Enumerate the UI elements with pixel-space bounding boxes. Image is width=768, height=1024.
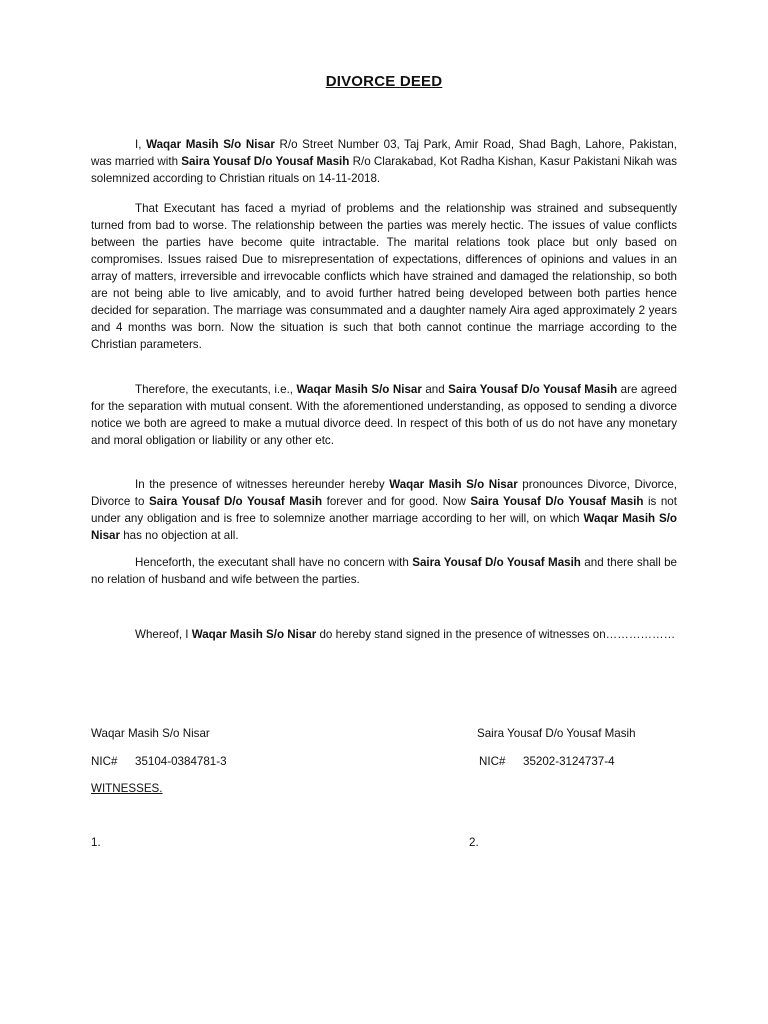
text: is not under any obligation and is free to solemnize another marriage according to her will, on which	[91, 495, 677, 525]
signatory-right-nic	[479, 753, 615, 770]
witnesses-heading: WITNESSES.	[91, 782, 163, 795]
paragraph-whereof	[91, 626, 677, 643]
text: do hereby stand signed in the presence of witnesses on………………	[316, 628, 676, 641]
paragraph-pronouncement	[91, 476, 677, 544]
text: R/o Street Number 03, Taj Park, Amir Road, Shad Bagh, Lahore, Pakistan, was married with	[91, 138, 677, 168]
text: Therefore, the executants, i.e.,	[135, 383, 297, 396]
paragraph-marriage-details	[91, 136, 677, 187]
document-title: DIVORCE DEED	[325, 73, 443, 90]
wife-name: Saira Yousaf D/o Yousaf Masih	[412, 556, 581, 569]
husband-name: Waqar Masih S/o Nisar	[296, 383, 422, 396]
text: Whereof, I	[135, 628, 192, 641]
nic-number: 35104-0384781-3	[135, 755, 227, 768]
text: In the presence of witnesses hereunder hereby	[135, 478, 390, 491]
signatory-left-nic	[91, 753, 227, 770]
signatory-right-name: Saira Yousaf D/o Yousaf Masih	[477, 727, 636, 740]
text: pronounces Divorce, Divorce, Divorce to	[91, 478, 678, 508]
nic-label: NIC#	[91, 755, 118, 768]
wife-name: Saira Yousaf D/o Yousaf Masih	[181, 155, 350, 168]
wife-name: Saira Yousaf D/o Yousaf Masih	[470, 495, 644, 508]
text: are agreed for the separation with mutual consent. With the aforementioned understanding, as opposed to sending a divorce notice we both are agreed to make a mutual divorce deed. In respect of this both of us do not have any monetary and moral obligation or liability or any other etc.	[91, 383, 677, 447]
text: I,	[135, 138, 147, 151]
nic-label: NIC#	[479, 755, 506, 768]
text: and	[421, 383, 449, 396]
text: has no objection at all.	[120, 529, 239, 542]
witness-1-label: 1.	[91, 836, 101, 849]
husband-name: Waqar Masih S/o Nisar	[191, 628, 317, 641]
wife-name: Saira Yousaf D/o Yousaf Masih	[149, 495, 323, 508]
text: Henceforth, the executant shall have no concern with	[135, 556, 413, 569]
text: R/o Clarakabad, Kot Radha Kishan, Kasur Pakistani Nikah was solemnized according to Christian rituals on 14-11-2018.	[91, 155, 677, 185]
text: and there shall be no relation of husband and wife between the parties.	[91, 556, 677, 586]
nic-number: 35202-3124737-4	[523, 755, 615, 768]
wife-name: Saira Yousaf D/o Yousaf Masih	[448, 383, 618, 396]
paragraph-henceforth	[91, 554, 677, 588]
text: forever and for good. Now	[322, 495, 471, 508]
husband-name: Waqar Masih S/o Nisar	[91, 512, 677, 542]
husband-name: Waqar Masih S/o Nisar	[389, 478, 518, 491]
husband-name: Waqar Masih S/o Nisar	[146, 138, 275, 151]
paragraph-mutual-consent	[91, 381, 677, 449]
witness-2-label: 2.	[469, 836, 479, 849]
paragraph-reasons: That Executant has faced a myriad of problems and the relationship was strained and subsequently turned from bad to worse. The relationship between the parties was merely hectic. The issues of value conflicts between the parties have become quite intractable. The marital relations took place but only based on compromises. Issues raised Due to misrepresentation of expectations, differences of opinions and values in an array of matters, irreversible and irrevocable conflicts which have strained and damaged the relationship, so both are not being able to live amicably, and to avoid further hatred being developed between both parties hence decided for separation. The marriage was consummated and a daughter namely Aira aged approximately 2 years and 4 months was born. Now the situation is such that both cannot continue the marriage according to the Christian parameters.	[91, 202, 677, 351]
signatory-left-name: Waqar Masih S/o Nisar	[91, 727, 210, 740]
